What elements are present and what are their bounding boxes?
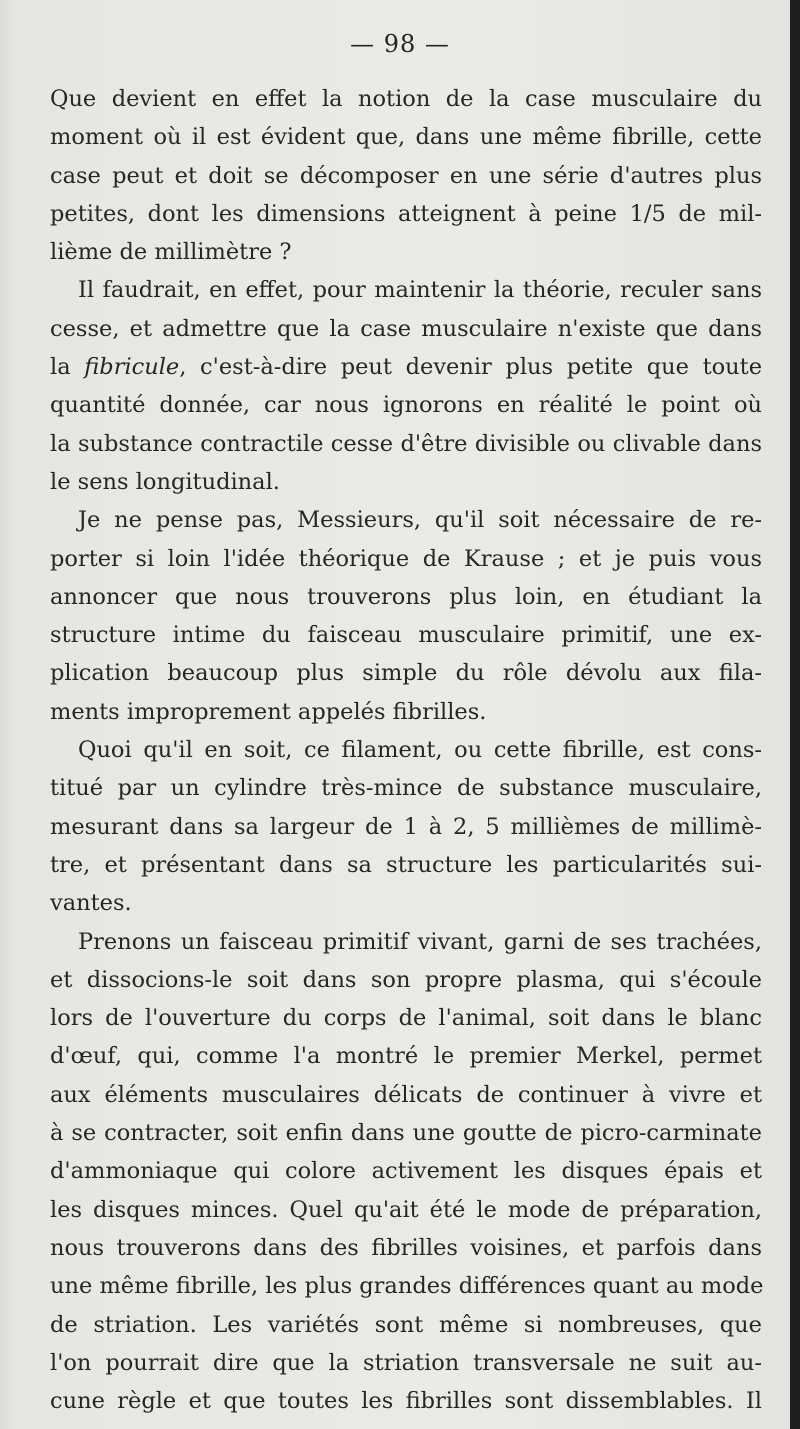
text-line: quantité donnée, car nous ignorons en réalité le point où [50,392,762,419]
text-line: tre, et présentant dans sa structure les particularités sui- [50,851,762,878]
text-line: à se contracter, soit enfin dans une goutte de picro-carminate [50,1120,762,1147]
text-line: l'on pourrait dire que la striation transversale ne suit au- [50,1349,762,1376]
text-line: une même fibrille, les plus grandes différences quant au mode [50,1273,764,1300]
text-line: lors de l'ouverture du corps de l'animal, soit dans le blanc [50,1005,762,1032]
text-line [50,348,762,386]
text-line: cesse, et admettre que la case musculaire n'existe que dans [50,315,762,342]
text-line: titué par un cylindre très-mince de substance musculaire, [50,775,762,802]
text-line: petites, dont les dimensions atteignent à peine 1/5 de mil- [50,200,762,227]
text-line: lième de millimètre ? [50,239,292,266]
text-line: nous trouverons dans des fibrilles voisines, et parfois dans [50,1234,762,1261]
text-line: mesurant dans sa largeur de 1 à 2, 5 millièmes de millimè- [50,813,762,840]
text-line: aux éléments musculaires délicats de continuer à vivre et [50,1081,762,1108]
text-line: ments improprement appelés fibrilles. [50,698,487,725]
text-segment: la [50,354,85,381]
text-line: plication beaucoup plus simple du rôle dévolu aux fila- [50,660,762,687]
text-line: les disques minces. Quel qu'ait été le mode de préparation, [50,1196,762,1223]
text-line: la substance contractile cesse d'être divisible ou clivable dans [50,430,762,457]
text-line: et dissocions-le soit dans son propre plasma, qui s'écoule [50,966,762,993]
text-segment: , c'est-à-dire peut devenir plus petite que toute [179,354,763,381]
text-line: Prenons un faisceau primitif vivant, garni de ses trachées, [78,928,762,955]
text-line: moment où il est évident que, dans une même fibrille, cette [50,124,762,151]
text-line: Quoi qu'il en soit, ce filament, ou cette fibrille, est cons- [78,737,762,764]
text-line: Il faudrait, en effet, pour maintenir la théorie, reculer sans [78,277,762,304]
text-line: le sens longitudinal. [50,468,280,495]
text-line: annoncer que nous trouverons plus loin, en étudiant la [50,583,762,610]
italic-term: fibricule [84,354,180,381]
text-line: d'œuf, qui, comme l'a montré le premier Merkel, permet [50,1043,762,1070]
binding-edge [790,0,800,1429]
text-line: vantes. [50,890,132,917]
text-line: porter si loin l'idée théorique de Krause ; et je puis vous [50,545,762,572]
page-number: — 98 — [350,30,450,58]
text-line: case peut et doit se décomposer en une série d'autres plus [50,162,762,189]
text-line: Je ne pense pas, Messieurs, qu'il soit nécessaire de re- [78,507,762,534]
text-line: de striation. Les variétés sont même si nombreuses, que [50,1311,762,1338]
text-line: structure intime du faisceau musculaire primitif, une ex- [50,622,762,649]
text-line: d'ammoniaque qui colore activement les disques épais et [50,1158,762,1185]
body-text [50,80,762,1420]
text-line: Que devient en effet la notion de la case musculaire du [50,86,762,112]
text-line: cune règle et que toutes les fibrilles sont dissemblables. Il [50,1388,762,1415]
